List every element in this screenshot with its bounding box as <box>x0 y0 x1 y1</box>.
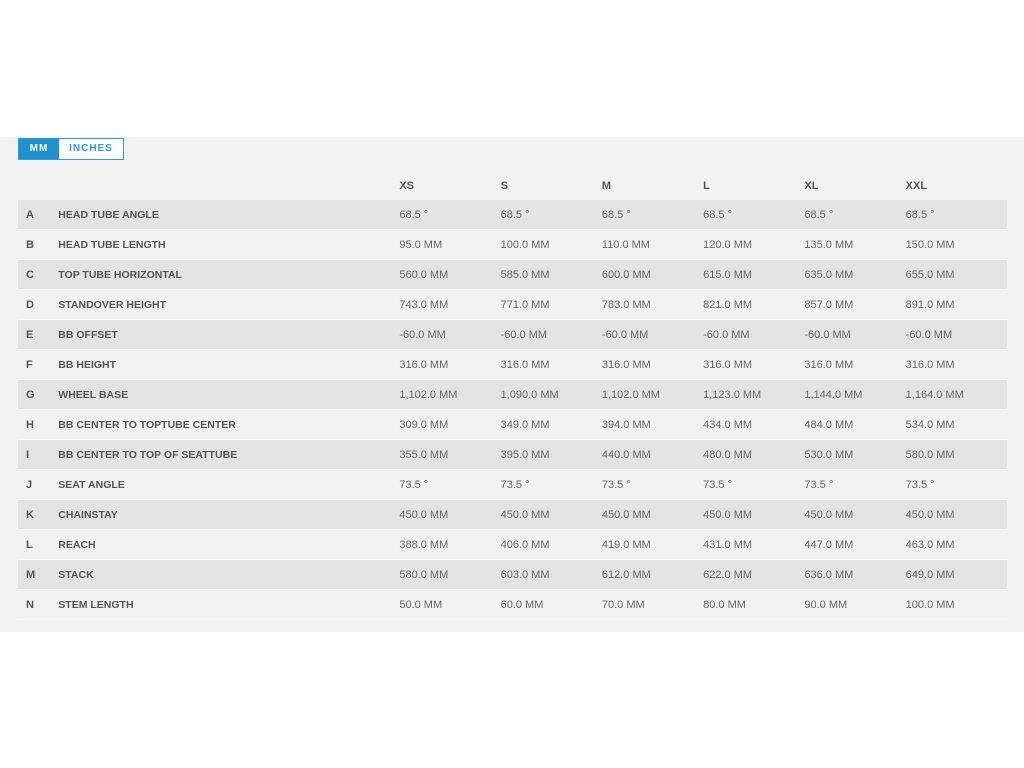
row-value-l: 80.0 MM <box>703 590 804 620</box>
row-measurement-name: BB HEIGHT <box>58 350 399 380</box>
row-value-m: 70.0 MM <box>602 590 703 620</box>
inches-unit-button[interactable]: INCHES <box>59 139 123 159</box>
table-body <box>18 200 1007 620</box>
row-value-xl: 1,144.0 MM <box>804 380 905 410</box>
row-value-l: 120.0 MM <box>703 230 804 260</box>
row-value-l: 615.0 MM <box>703 260 804 290</box>
row-value-xs: 309.0 MM <box>399 410 500 440</box>
table-row <box>18 320 1007 350</box>
row-letter: H <box>18 410 58 440</box>
row-measurement-name: CHAINSTAY <box>58 500 399 530</box>
table-row <box>18 200 1007 230</box>
row-value-s: 450.0 MM <box>501 500 602 530</box>
row-measurement-name: HEAD TUBE LENGTH <box>58 230 399 260</box>
table-row <box>18 560 1007 590</box>
row-value-xl: 635.0 MM <box>804 260 905 290</box>
row-value-xxl: 68.5 ° <box>906 200 1007 230</box>
row-value-xxl: 580.0 MM <box>906 440 1007 470</box>
row-value-xxl: 655.0 MM <box>906 260 1007 290</box>
row-measurement-name: BB CENTER TO TOP OF SEATTUBE <box>58 440 399 470</box>
row-value-l: 431.0 MM <box>703 530 804 560</box>
row-value-xl: 450.0 MM <box>804 500 905 530</box>
row-value-xs: 1,102.0 MM <box>399 380 500 410</box>
row-value-xxl: 1,164.0 MM <box>906 380 1007 410</box>
table-row <box>18 350 1007 380</box>
table-row <box>18 260 1007 290</box>
row-value-xxl: -60.0 MM <box>906 320 1007 350</box>
row-value-s: 603.0 MM <box>501 560 602 590</box>
row-value-xl: 135.0 MM <box>804 230 905 260</box>
mm-unit-button[interactable]: MM <box>19 139 59 159</box>
size-header: M <box>601 179 612 192</box>
row-letter: G <box>18 380 58 410</box>
row-value-xxl: 150.0 MM <box>906 230 1007 260</box>
row-value-l: 68.5 ° <box>703 200 804 230</box>
header-measurement <box>58 171 399 200</box>
row-value-xs: 580.0 MM <box>399 560 500 590</box>
row-value-xl: 857.0 MM <box>804 290 905 320</box>
row-measurement-name: STACK <box>58 560 399 590</box>
unit-toggle <box>18 138 124 160</box>
row-value-xl: 636.0 MM <box>804 560 905 590</box>
row-value-s: 406.0 MM <box>501 530 602 560</box>
row-value-s: 771.0 MM <box>501 290 602 320</box>
row-measurement-name: STANDOVER HEIGHT <box>58 290 399 320</box>
row-value-l: 1,123.0 MM <box>703 380 804 410</box>
geometry-panel <box>0 137 1024 632</box>
table-row <box>18 590 1007 620</box>
row-value-xxl: 100.0 MM <box>906 590 1007 620</box>
table-header-row <box>18 171 1007 200</box>
row-value-xs: 95.0 MM <box>399 230 500 260</box>
row-value-m: 316.0 MM <box>602 350 703 380</box>
row-letter: M <box>18 560 58 590</box>
header-letter <box>18 171 58 200</box>
row-value-s: -60.0 MM <box>501 320 602 350</box>
row-value-xxl: 73.5 ° <box>906 470 1007 500</box>
row-value-s: 100.0 MM <box>501 230 602 260</box>
row-measurement-name: BB CENTER TO TOPTUBE CENTER <box>58 410 399 440</box>
row-value-xs: 743.0 MM <box>399 290 500 320</box>
size-header: XXL <box>905 179 928 192</box>
row-value-xs: -60.0 MM <box>399 320 500 350</box>
row-letter: A <box>18 200 58 230</box>
row-value-xl: 316.0 MM <box>804 350 905 380</box>
table-row <box>18 290 1007 320</box>
row-letter: E <box>18 320 58 350</box>
row-value-s: 60.0 MM <box>501 590 602 620</box>
row-letter: K <box>18 500 58 530</box>
row-value-l: 316.0 MM <box>703 350 804 380</box>
row-value-m: 450.0 MM <box>602 500 703 530</box>
row-value-m: 110.0 MM <box>602 230 703 260</box>
row-value-m: -60.0 MM <box>602 320 703 350</box>
row-value-xl: 447.0 MM <box>804 530 905 560</box>
row-letter: N <box>18 590 58 620</box>
row-value-xl: 68.5 ° <box>804 200 905 230</box>
row-value-xl: 530.0 MM <box>804 440 905 470</box>
row-value-xs: 68.5 ° <box>399 200 500 230</box>
row-measurement-name: BB OFFSET <box>58 320 399 350</box>
row-measurement-name: HEAD TUBE ANGLE <box>58 200 399 230</box>
row-value-xxl: 891.0 MM <box>906 290 1007 320</box>
row-value-xxl: 534.0 MM <box>906 410 1007 440</box>
row-value-l: 821.0 MM <box>703 290 804 320</box>
row-value-s: 68.5 ° <box>501 200 602 230</box>
row-value-l: 622.0 MM <box>703 560 804 590</box>
row-value-xl: 73.5 ° <box>804 470 905 500</box>
row-value-m: 394.0 MM <box>602 410 703 440</box>
table-row <box>18 530 1007 560</box>
row-value-s: 395.0 MM <box>501 440 602 470</box>
row-value-s: 349.0 MM <box>501 410 602 440</box>
row-value-m: 440.0 MM <box>602 440 703 470</box>
table-row <box>18 230 1007 260</box>
size-header: XL <box>804 179 819 192</box>
row-measurement-name: TOP TUBE HORIZONTAL <box>58 260 399 290</box>
row-value-l: 480.0 MM <box>703 440 804 470</box>
row-letter: F <box>18 350 58 380</box>
table-row <box>18 470 1007 500</box>
row-value-xs: 50.0 MM <box>399 590 500 620</box>
table-row <box>18 500 1007 530</box>
row-letter: C <box>18 260 58 290</box>
row-value-m: 612.0 MM <box>602 560 703 590</box>
row-value-xs: 73.5 ° <box>399 470 500 500</box>
row-letter: L <box>18 530 58 560</box>
size-header: S <box>500 179 508 192</box>
row-value-xxl: 463.0 MM <box>906 530 1007 560</box>
size-header: L <box>703 179 710 192</box>
row-measurement-name: WHEEL BASE <box>58 380 399 410</box>
table-row <box>18 410 1007 440</box>
row-value-m: 419.0 MM <box>602 530 703 560</box>
row-value-m: 68.5 ° <box>602 200 703 230</box>
table-row <box>18 380 1007 410</box>
row-value-xl: -60.0 MM <box>804 320 905 350</box>
row-letter: I <box>18 440 58 470</box>
row-value-m: 1,102.0 MM <box>602 380 703 410</box>
row-value-xs: 450.0 MM <box>399 500 500 530</box>
row-measurement-name: STEM LENGTH <box>58 590 399 620</box>
row-value-s: 316.0 MM <box>501 350 602 380</box>
row-value-s: 585.0 MM <box>501 260 602 290</box>
row-value-xxl: 450.0 MM <box>906 500 1007 530</box>
row-value-l: 450.0 MM <box>703 500 804 530</box>
row-value-m: 783.0 MM <box>602 290 703 320</box>
row-letter: D <box>18 290 58 320</box>
row-value-xs: 316.0 MM <box>399 350 500 380</box>
size-header: XS <box>399 179 415 192</box>
row-value-l: 73.5 ° <box>703 470 804 500</box>
row-value-s: 1,090.0 MM <box>501 380 602 410</box>
row-value-xs: 388.0 MM <box>399 530 500 560</box>
row-measurement-name: REACH <box>58 530 399 560</box>
row-letter: J <box>18 470 58 500</box>
row-measurement-name: SEAT ANGLE <box>58 470 399 500</box>
row-value-xs: 560.0 MM <box>399 260 500 290</box>
row-value-xs: 355.0 MM <box>399 440 500 470</box>
row-value-l: 434.0 MM <box>703 410 804 440</box>
table-row <box>18 440 1007 470</box>
row-value-xl: 484.0 MM <box>804 410 905 440</box>
row-value-xl: 90.0 MM <box>804 590 905 620</box>
row-value-xxl: 649.0 MM <box>906 560 1007 590</box>
row-value-l: -60.0 MM <box>703 320 804 350</box>
row-value-m: 73.5 ° <box>602 470 703 500</box>
row-value-m: 600.0 MM <box>602 260 703 290</box>
row-value-xxl: 316.0 MM <box>906 350 1007 380</box>
row-letter: B <box>18 230 58 260</box>
row-value-s: 73.5 ° <box>501 470 602 500</box>
geometry-table <box>18 171 1007 620</box>
